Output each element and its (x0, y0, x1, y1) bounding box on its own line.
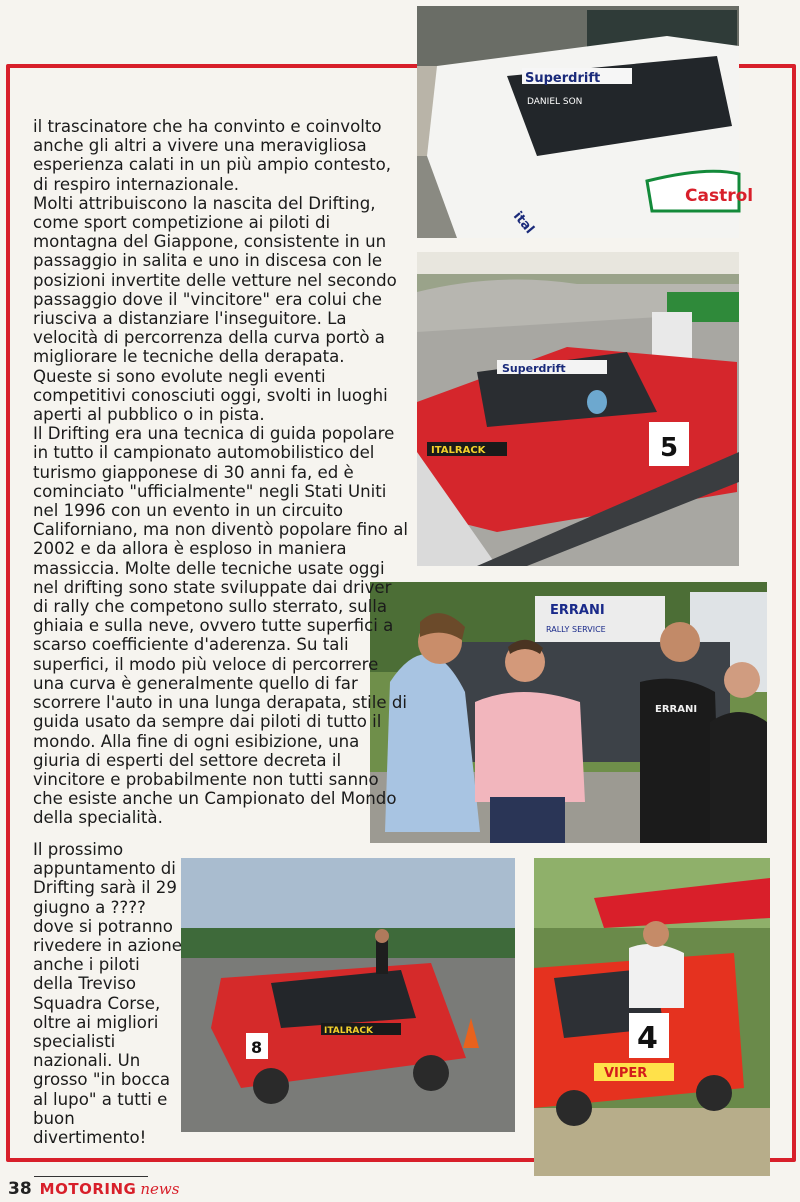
photo3-shirt-errani: ERRANI (655, 704, 698, 715)
article-closing-paragraph: Il prossimo appuntamento di Drifting sarà il 29 giugno a ????dove si potranno rivedere in azione anche i piloti della Treviso Squadra Corse, oltre ai migliori specialisti nazionali. Un grosso "in bocca al lupo" a tutti e buon divertimento! (33, 840, 182, 1148)
photo-red-car-track (181, 858, 515, 1132)
magazine-name: MOTORING (39, 1180, 137, 1198)
photo-group-of-men-art (370, 582, 767, 843)
photo-red-car-driver-art (417, 252, 739, 566)
article-tail (33, 840, 183, 1147)
article-body (33, 117, 408, 828)
photo-red-car-number-4-art (534, 858, 770, 1176)
photo1-sign-driver: DANIEL SON (527, 97, 583, 107)
photo5-sign-viper: VIPER (604, 1066, 648, 1081)
footer-rule (34, 1176, 148, 1177)
photo5-sign-number: 4 (637, 1021, 658, 1056)
photo-red-car-driver (417, 252, 739, 566)
photo2-sign-italrack: ITALRACK (431, 445, 486, 456)
photo3-sign-rally-service: RALLY SERVICE (546, 625, 606, 634)
article-paragraph: Molti attribuiscono la nascita del Drifting, come sport competizione ai piloti di montagna del Giappone, consistente in un passaggio in salita e uno in discesa con le posizioni invertite delle vetture nel secondo passaggio dove il "vincitore" era colui che riusciva a distanziare l'inseguitore. La velocità di percorrenza della curva portò a migliorare le tecniche della derapata. Queste si sono evolute negli eventi competitivi conosciuti oggi, svolti in luoghi aperti al pubblico o in pista. (33, 193, 397, 425)
photo-white-drift-car-art (417, 6, 754, 238)
article-paragraph: il trascinatore che ha convinto e coinvolto anche gli altri a vivere una meravigliosa esperienza calati in un più ampio contesto, di respiro internazionale. (33, 117, 392, 194)
photo2-sign-number: 5 (660, 433, 679, 463)
page-footer (8, 1178, 179, 1200)
photo-red-car-number-4 (534, 858, 770, 1176)
photo-group-of-men (370, 582, 767, 843)
photo1-sign-superdrift: Superdrift (525, 71, 601, 86)
photo-white-drift-car (417, 6, 754, 238)
article-paragraph: Il Drifting era una tecnica di guida popolare in tutto il campionato automobilistico del turismo giapponese di 30 anni fa, ed è cominciato "ufficialmente" negli Stati Uniti nel 1996 con un evento in un circuito Californiano, ma non diventò popolare fino al 2002 e da allora è esploso in maniera massiccia. Molte delle tecniche usate oggi nel drifting sono state sviluppate dai driver di rally che competono sullo sterrato, sulla ghiaia e sulla neve, ovvero tutte superfici a scarso coefficiente d'aderenza. Su tali superfici, il modo più veloce di percorrere una curva è generalmente quello di far scorrere l'auto in una lunga derapata, stile di guida usato da sempre dai piloti di tutto il mondo. Alla fine di ogni esibizione, una giuria di esperti del settore decreta il vincitore e probabilmente non tutti sanno che esiste anche un Campionato del Mondo della specialità. (33, 424, 408, 828)
photo3-sign-errani: ERRANI (550, 603, 605, 618)
photo4-sign-italrack: ITALRACK (324, 1026, 373, 1036)
photo1-sign-ital: ital (509, 208, 537, 237)
photo-red-car-track-art (181, 858, 515, 1132)
photo2-sign-superdrift: Superdrift (502, 362, 566, 375)
page-number: 38 (8, 1179, 32, 1199)
photo1-sign-castrol: Castrol (685, 186, 754, 206)
photo4-sign-number: 8 (251, 1038, 263, 1057)
magazine-suffix: news (140, 1180, 180, 1198)
